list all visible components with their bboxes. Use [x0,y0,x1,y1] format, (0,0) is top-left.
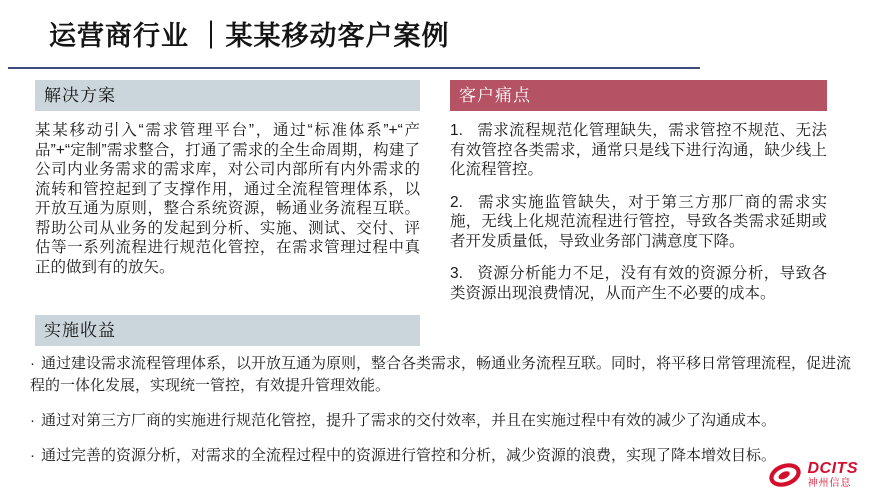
pain-point-text: 资源分析能力不足，没有有效的资源分析，导致各类资源出现浪费情况，从而产生不必要的成本。 [450,265,827,302]
benefit-text: 通过完善的资源分析，对需求的全流程过程中的资源进行管控和分析，减少资源的浪费，实现了降本增效目标。 [41,447,777,464]
solution-header: 解决方案 [35,80,420,111]
logo-subtitle: 神州信息 [807,478,852,489]
bullet-marker: · [30,412,35,429]
pain-point-text: 需求实施监管缺失，对于第三方那厂商的需求实施，无线上化规范流程进行管控，导致各类需求延期或者开发质量低，导致业务部门满意度下降。 [450,193,827,250]
pain-point-number: 1. [450,122,463,139]
pain-points-section [450,80,827,316]
title-underline [8,67,700,69]
benefit-item-2 [30,410,862,432]
pain-point-item-2 [450,193,827,252]
benefit-item-1 [30,353,862,397]
dcits-swirl-icon [766,460,804,490]
page-title: 运营商行业 ｜某某移动客户案例 [49,21,450,51]
pain-point-number: 2. [450,193,463,211]
dcits-logo [766,460,859,490]
solution-body: 某某移动引入“需求管理平台”，通过“标准体系”+“产品”+“定制”需求整合，打通了需求的全生命周期，构建了公司内业务需求的需求库，对公司内部所有内外需求的流转和管控起到了支撑作用，通过全流程管理体系，以开放互通为原则，整合系统资源，畅通业务流程互联。帮助公司从业务的发起到分析、实施、测试、交付、评估等一系列流程进行规范化管控，在需求管理过程中真正的做到有的放矢。 [35,122,420,276]
pain-point-item-3 [450,264,827,303]
pain-point-item-1 [450,121,827,180]
benefit-text: 通过建设需求流程管理体系，以开放互通为原则，整合各类需求，畅通业务流程互联。同时，将平移日常管理流程，促进流程的一体化发展，实现统一管控，有效提升管理效能。 [30,355,852,394]
benefits-header: 实施收益 [35,315,420,346]
bullet-marker: · [30,355,35,372]
benefit-text: 通过对第三方厂商的实施进行规范化管控，提升了需求的交付效率，并且在实施过程中有效的减少了沟通成本。 [41,412,777,429]
solution-section [35,80,420,277]
logo-brand: DCITS [807,460,858,477]
pain-point-text: 需求流程规范化管理缺失，需求管控不规范、无法有效管控各类需求，通常只是线下进行沟通，缺少线上化流程管控。 [450,122,827,178]
pain-point-number: 3. [450,265,463,282]
pain-points-header: 客户痛点 [450,80,827,111]
pain-points-list [450,121,827,303]
benefits-list [30,353,862,480]
logo-text [808,461,859,489]
benefit-item-3 [30,445,862,467]
bullet-marker: · [30,447,35,464]
